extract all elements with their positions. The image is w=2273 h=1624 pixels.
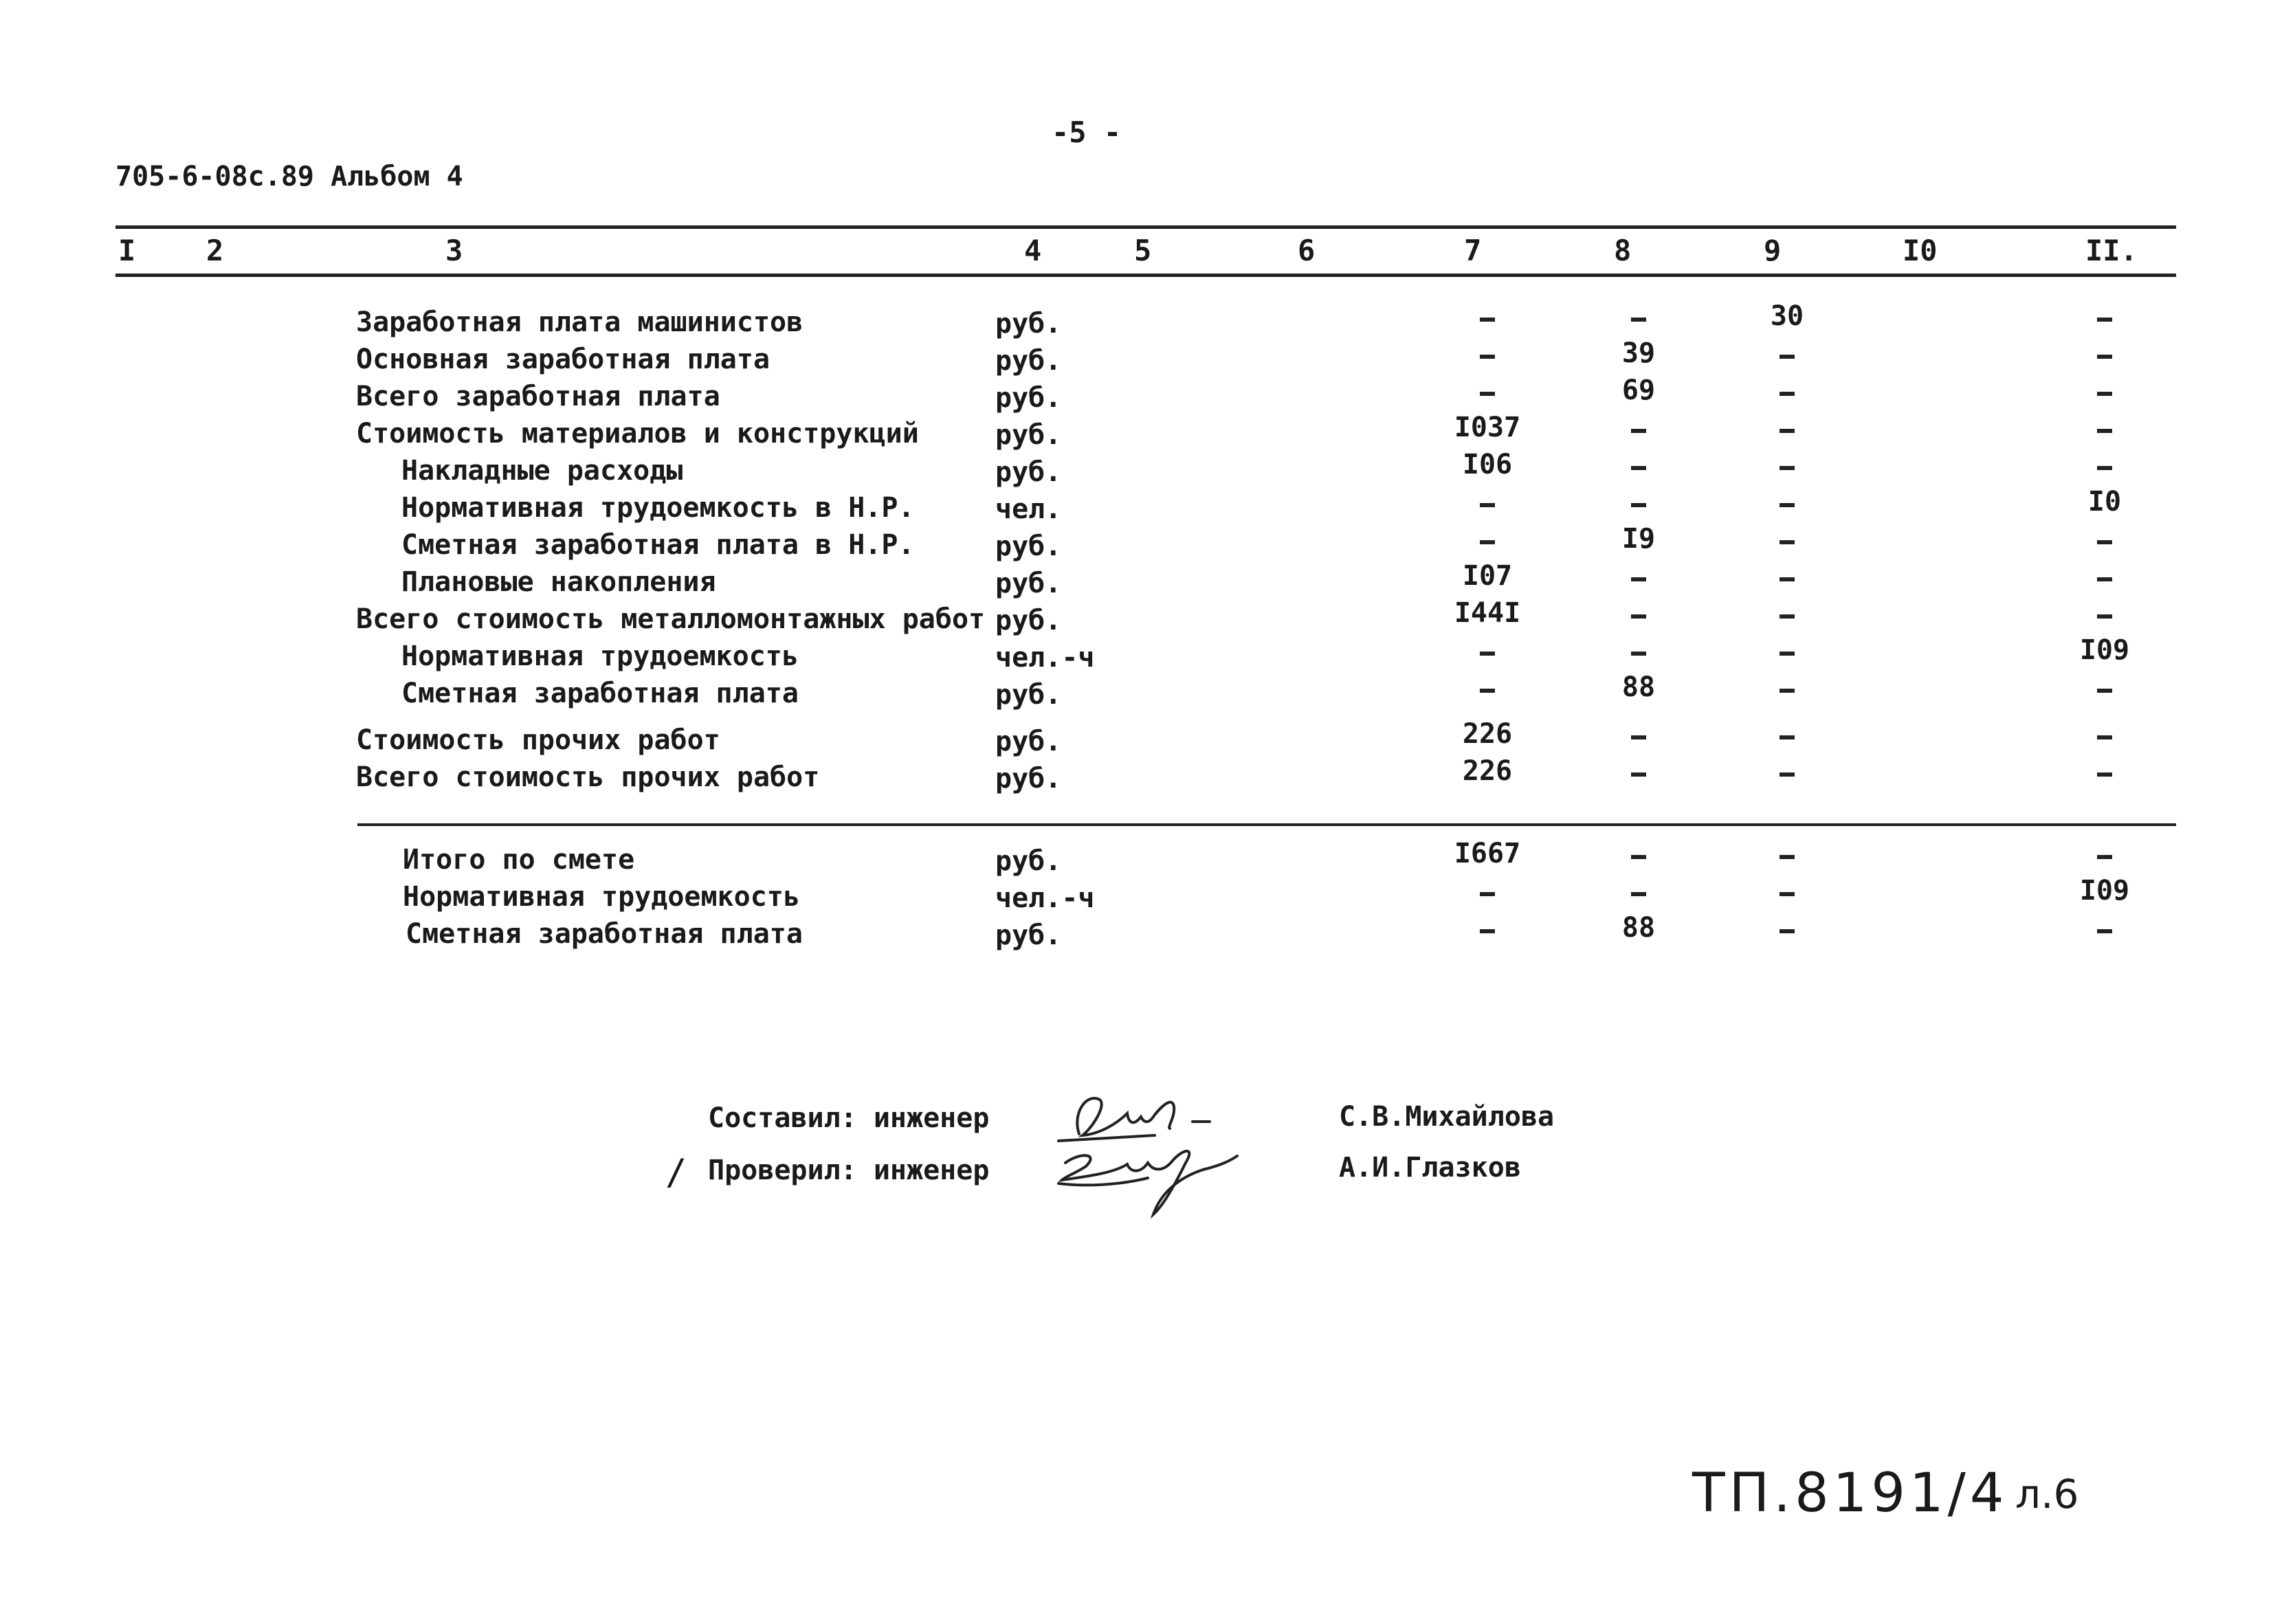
row-c8: 88 bbox=[1621, 671, 1656, 703]
header-rule-bottom bbox=[115, 274, 2176, 277]
row-c11-dash bbox=[2097, 730, 2112, 743]
total-row-c11: I09 bbox=[2079, 875, 2130, 906]
row-c7-dash bbox=[1480, 683, 1495, 696]
column-header-11: II. bbox=[2085, 234, 2138, 267]
row-c11-dash bbox=[2097, 609, 2112, 622]
row-c7: I06 bbox=[1462, 449, 1513, 480]
row-c9-dash bbox=[1779, 423, 1795, 436]
total-row-label: Сметная заработная плата bbox=[406, 918, 803, 950]
stamp-code: ТП.8191/4 bbox=[1692, 1462, 2008, 1524]
row-c8: 39 bbox=[1621, 337, 1656, 369]
column-header-7: 7 bbox=[1464, 234, 1482, 267]
total-row-label: Нормативная трудоемкость bbox=[403, 881, 800, 913]
total-row-c9-dash bbox=[1779, 924, 1795, 937]
total-row-c7: I667 bbox=[1454, 838, 1521, 869]
row-c8-dash bbox=[1631, 609, 1646, 622]
row-unit: руб. bbox=[995, 605, 1062, 636]
row-c9-dash bbox=[1779, 767, 1795, 780]
row-c9: 30 bbox=[1770, 300, 1804, 332]
row-label: Плановые накопления bbox=[401, 566, 716, 598]
row-c8-dash bbox=[1631, 460, 1646, 474]
column-header-2: 2 bbox=[206, 234, 224, 267]
row-c7: I07 bbox=[1462, 560, 1513, 592]
row-c7: 226 bbox=[1462, 755, 1513, 787]
total-row-c9-dash bbox=[1779, 887, 1795, 900]
row-label: Сметная заработная плата bbox=[401, 678, 799, 709]
row-label: Стоимость прочих работ bbox=[356, 724, 720, 756]
column-header-1: I bbox=[118, 234, 136, 267]
row-label: Основная заработная плата bbox=[356, 344, 770, 375]
document-code: 705-6-08с.89 Альбом 4 bbox=[115, 161, 463, 192]
row-c11-dash bbox=[2097, 312, 2112, 325]
total-row-unit: руб. bbox=[995, 845, 1062, 877]
row-unit: руб. bbox=[995, 345, 1062, 377]
row-c9-dash bbox=[1779, 535, 1795, 548]
checked-slash-mark: / bbox=[665, 1152, 687, 1193]
row-c7-dash bbox=[1480, 535, 1495, 548]
column-header-5: 5 bbox=[1134, 234, 1152, 267]
row-label: Нормативная трудоемкость в Н.Р. bbox=[401, 492, 915, 524]
composed-name: С.В.Михайлова bbox=[1339, 1101, 1555, 1133]
column-header-3: 3 bbox=[445, 234, 463, 267]
row-c7: I44I bbox=[1454, 597, 1521, 629]
row-c11: I09 bbox=[2079, 634, 2130, 666]
row-c11: I0 bbox=[2087, 486, 2122, 518]
row-c7: I037 bbox=[1454, 412, 1521, 443]
row-label: Сметная заработная плата в Н.Р. bbox=[401, 529, 915, 561]
row-c9-dash bbox=[1779, 349, 1795, 362]
row-unit: чел.-ч bbox=[995, 642, 1095, 674]
total-row-c9-dash bbox=[1779, 849, 1795, 863]
row-c9-dash bbox=[1779, 646, 1795, 659]
row-c8-dash bbox=[1631, 572, 1646, 585]
total-row-c8: 88 bbox=[1621, 912, 1656, 944]
row-c11-dash bbox=[2097, 683, 2112, 696]
row-unit: чел. bbox=[995, 493, 1062, 525]
checked-name: А.И.Глазков bbox=[1339, 1152, 1521, 1183]
row-c11-dash bbox=[2097, 535, 2112, 548]
total-row-unit: чел.-ч bbox=[995, 882, 1095, 914]
row-unit: руб. bbox=[995, 419, 1062, 451]
checker-signature bbox=[1045, 1135, 1265, 1225]
total-row-c8-dash bbox=[1631, 849, 1646, 863]
row-c7-dash bbox=[1480, 386, 1495, 399]
totals-separator bbox=[357, 823, 2176, 826]
row-c9-dash bbox=[1779, 609, 1795, 622]
row-c8-dash bbox=[1631, 498, 1646, 511]
row-c9-dash bbox=[1779, 386, 1795, 399]
row-c7-dash bbox=[1480, 349, 1495, 362]
row-c7: 226 bbox=[1462, 718, 1513, 750]
row-label: Заработная плата машинистов bbox=[356, 307, 803, 338]
sheet-number: л.6 bbox=[2015, 1471, 2079, 1517]
row-unit: руб. bbox=[995, 568, 1062, 599]
row-c11-dash bbox=[2097, 386, 2112, 399]
row-c11-dash bbox=[2097, 460, 2112, 474]
row-unit: руб. bbox=[995, 726, 1062, 757]
total-row-c7-dash bbox=[1480, 887, 1495, 900]
row-c8-dash bbox=[1631, 767, 1646, 780]
row-label: Всего стоимость металломонтажных работ bbox=[356, 603, 986, 635]
row-unit: руб. bbox=[995, 456, 1062, 488]
total-row-c11-dash bbox=[2097, 849, 2112, 863]
row-c9-dash bbox=[1779, 460, 1795, 474]
row-label: Всего заработная плата bbox=[356, 381, 720, 412]
column-header-8: 8 bbox=[1614, 234, 1632, 267]
row-c11-dash bbox=[2097, 349, 2112, 362]
row-label: Стоимость материалов и конструкций bbox=[356, 418, 919, 449]
page-number: -5 - bbox=[1052, 115, 1122, 149]
row-unit: руб. bbox=[995, 679, 1062, 711]
row-c9-dash bbox=[1779, 683, 1795, 696]
total-row-c7-dash bbox=[1480, 924, 1495, 937]
row-c8: I9 bbox=[1621, 523, 1656, 555]
row-c11-dash bbox=[2097, 572, 2112, 585]
column-header-6: 6 bbox=[1298, 234, 1316, 267]
row-c8: 69 bbox=[1621, 375, 1656, 406]
total-row-c8-dash bbox=[1631, 887, 1646, 900]
row-c8-dash bbox=[1631, 423, 1646, 436]
row-unit: руб. bbox=[995, 763, 1062, 794]
row-label: Всего стоимость прочих работ bbox=[356, 761, 820, 793]
row-unit: руб. bbox=[995, 382, 1062, 414]
row-c8-dash bbox=[1631, 730, 1646, 743]
checked-label: Проверил: инженер bbox=[708, 1155, 990, 1186]
row-c7-dash bbox=[1480, 646, 1495, 659]
row-c11-dash bbox=[2097, 767, 2112, 780]
total-row-unit: руб. bbox=[995, 920, 1062, 951]
row-label: Накладные расходы bbox=[401, 455, 683, 487]
column-header-9: 9 bbox=[1764, 234, 1782, 267]
row-c9-dash bbox=[1779, 730, 1795, 743]
row-c8-dash bbox=[1631, 646, 1646, 659]
composed-label: Составил: инженер bbox=[708, 1102, 990, 1134]
total-row-c11-dash bbox=[2097, 924, 2112, 937]
row-c9-dash bbox=[1779, 572, 1795, 585]
header-rule-top bbox=[115, 225, 2176, 229]
column-header-10: I0 bbox=[1903, 234, 1938, 267]
row-c7-dash bbox=[1480, 312, 1495, 325]
row-unit: руб. bbox=[995, 308, 1062, 340]
row-c7-dash bbox=[1480, 498, 1495, 511]
row-label: Нормативная трудоемкость bbox=[401, 641, 799, 672]
row-c8-dash bbox=[1631, 312, 1646, 325]
row-c9-dash bbox=[1779, 498, 1795, 511]
column-header-4: 4 bbox=[1024, 234, 1042, 267]
total-row-label: Итого по смете bbox=[403, 844, 635, 876]
row-c11-dash bbox=[2097, 423, 2112, 436]
row-unit: руб. bbox=[995, 531, 1062, 562]
